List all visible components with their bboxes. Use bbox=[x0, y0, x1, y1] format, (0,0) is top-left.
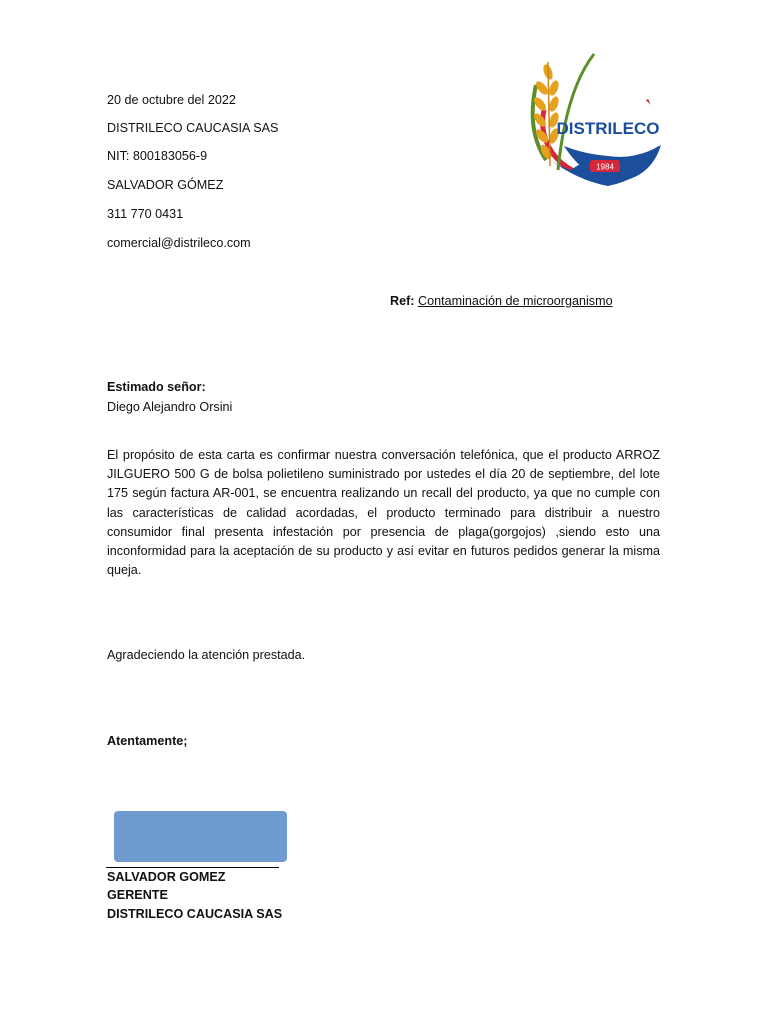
logo-year-text: 1984 bbox=[596, 162, 614, 172]
thanks-line: Agradeciendo la atención prestada. bbox=[107, 648, 306, 662]
sender-phone: 311 770 0431 bbox=[107, 207, 184, 221]
valediction: Atentamente; bbox=[107, 734, 188, 748]
logo-brand-text: DISTRILECO bbox=[556, 119, 660, 138]
signature-line bbox=[106, 867, 279, 868]
reference-line bbox=[390, 294, 613, 308]
signature-placeholder bbox=[114, 811, 287, 862]
body-paragraph: El propósito de esta carta es confirmar nuestra conversación telefónica, que el producto ARROZ JILGUERO 500 G de bolsa polietileno suministrado por ustedes el día 20 de septiembre, del lote 175 según factura AR-001, se encuentra realizando un recall del producto, ya que no cumple con las características de calidad acordadas, el producto terminado para distribuir a nuestro consumidor final presenta infestación por presencia de plaga(gorgojos) ,siendo esto una inconformidad para la aceptación de su producto y así evitar en futuros pedidos generar la misma queja. bbox=[107, 448, 660, 578]
distrileco-logo bbox=[516, 50, 666, 194]
signer-name: SALVADOR GOMEZ bbox=[107, 870, 226, 884]
reference-label: Ref: bbox=[390, 294, 415, 308]
reference-text: Contaminación de microorganismo bbox=[418, 294, 613, 308]
signer-title: GERENTE bbox=[107, 888, 168, 902]
letter-date: 20 de octubre del 2022 bbox=[107, 93, 236, 107]
recipient-name: Diego Alejandro Orsini bbox=[107, 400, 233, 414]
sender-email: comercial@distrileco.com bbox=[107, 236, 251, 250]
greeting: Estimado señor: bbox=[107, 380, 206, 394]
sender-company: DISTRILECO CAUCASIA SAS bbox=[107, 121, 279, 135]
signer-company: DISTRILECO CAUCASIA SAS bbox=[107, 907, 283, 921]
sender-nit: NIT: 800183056-9 bbox=[107, 149, 208, 163]
sender-contact-name: SALVADOR GÓMEZ bbox=[107, 178, 224, 192]
